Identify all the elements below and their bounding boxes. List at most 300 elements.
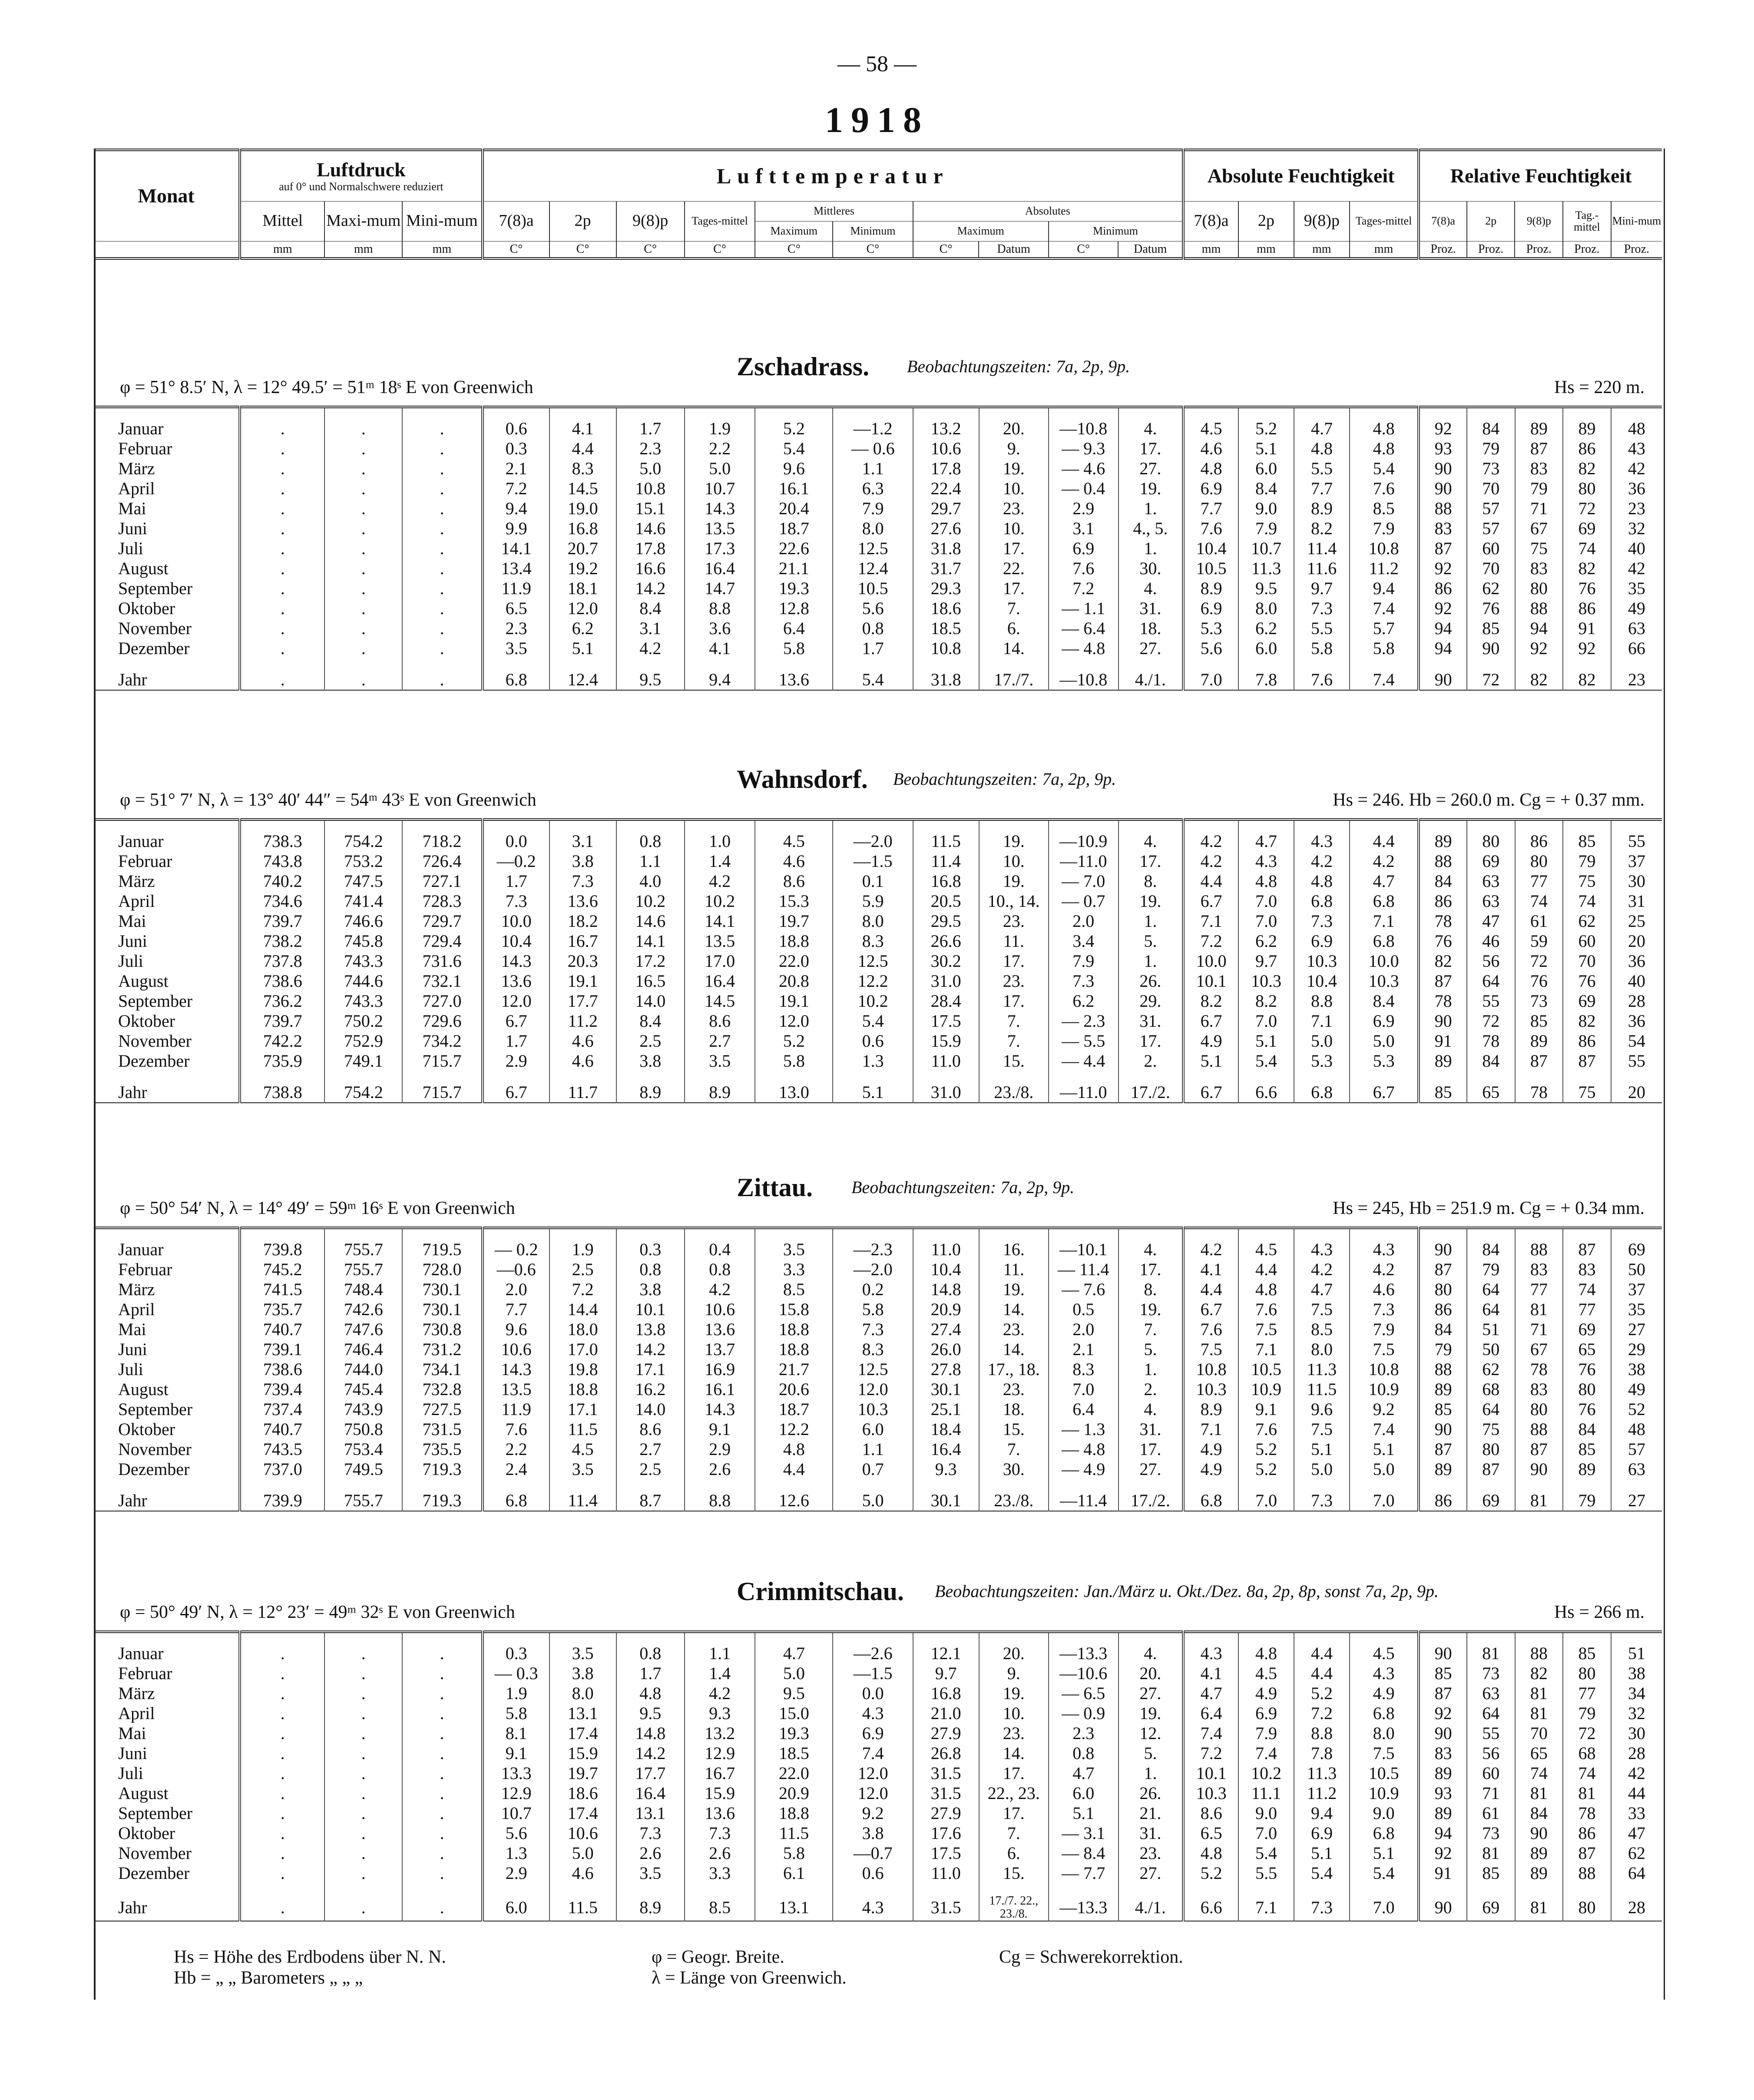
cell-monat: Januar bbox=[118, 1644, 164, 1663]
cell-rel-feucht-7a: 85 bbox=[1419, 1399, 1467, 1419]
cell-rel-feucht-minimum: 31 bbox=[1611, 891, 1662, 911]
cell-abs-feucht-2p: 9.5 bbox=[1238, 579, 1294, 599]
cell-temp-tagesmittel: 3.6 bbox=[685, 618, 755, 638]
cell-temp-mittl-max: 15.3 bbox=[755, 891, 833, 911]
cell-temp-2p: 17.4 bbox=[549, 1723, 616, 1743]
cell-abs-feucht-7a: 6.9 bbox=[1183, 479, 1238, 499]
cell-abs-feucht-tagesmittel: 5.3 bbox=[1350, 1051, 1419, 1071]
cell-rel-feucht-9p: 75 bbox=[1515, 539, 1563, 559]
cell-temp-abs-max-datum: 14. bbox=[979, 1300, 1049, 1320]
cell-rel-feucht-tagmittel: 85 bbox=[1563, 1439, 1611, 1459]
cell-rel-feucht-7a: 89 bbox=[1419, 1051, 1467, 1071]
table-row bbox=[94, 579, 1662, 599]
cell-temp-2p: 16.7 bbox=[549, 931, 616, 951]
cell-temp-abs-min-datum: 4./1. bbox=[1119, 1883, 1184, 1921]
cell-temp-abs-max: 9.3 bbox=[913, 1459, 979, 1479]
cell-temp-mittl-max: 21.1 bbox=[755, 559, 833, 579]
cell-abs-feucht-tagesmittel: 10.9 bbox=[1350, 1379, 1419, 1399]
cell-temp-abs-min-datum: 31. bbox=[1119, 1823, 1184, 1843]
header-tagesmittel: Tages-mittel bbox=[685, 201, 755, 241]
cell-temp-abs-min-datum: 4. bbox=[1119, 820, 1184, 851]
cell-temp-mittl-max: 18.8 bbox=[755, 1803, 833, 1823]
cell-monat: Mai bbox=[118, 1320, 146, 1339]
cell-temp-abs-max: 18.4 bbox=[913, 1419, 979, 1439]
cell-temp-mittl-min: 5.8 bbox=[833, 1300, 913, 1320]
cell-luftdruck-maximum: . bbox=[324, 539, 402, 559]
cell-temp-9p: 13.1 bbox=[616, 1803, 685, 1823]
cell-rel-feucht-tagmittel: 76 bbox=[1563, 971, 1611, 991]
cell-rel-feucht-2p: 73 bbox=[1467, 1823, 1515, 1843]
table-row bbox=[94, 1683, 1662, 1703]
cell-temp-tagesmittel: 16.1 bbox=[685, 1379, 755, 1399]
cell-temp-abs-max: 17.5 bbox=[913, 1843, 979, 1863]
cell-temp-mittl-min: 0.1 bbox=[833, 871, 913, 891]
cell-temp-abs-max-datum: 14. bbox=[979, 638, 1049, 658]
cell-temp-tagesmittel: 14.1 bbox=[685, 911, 755, 931]
cell-luftdruck-minimum: . bbox=[402, 1763, 482, 1783]
cell-temp-7a: 7.2 bbox=[483, 479, 549, 499]
cell-temp-abs-min-datum: 27. bbox=[1119, 1683, 1184, 1703]
table-row bbox=[94, 1803, 1662, 1823]
cell-rel-feucht-tagmittel: 79 bbox=[1563, 1703, 1611, 1723]
cell-luftdruck-maximum: 745.4 bbox=[324, 1379, 402, 1399]
cell-luftdruck-minimum: . bbox=[402, 479, 482, 499]
cell-rel-feucht-9p: 74 bbox=[1515, 1763, 1563, 1783]
cell-rel-feucht-tagmittel: 77 bbox=[1563, 1683, 1611, 1703]
cell-rel-feucht-9p: 71 bbox=[1515, 1320, 1563, 1339]
cell-monat: September bbox=[118, 991, 193, 1011]
cell-temp-abs-min: —10.9 bbox=[1049, 820, 1118, 851]
cell-rel-feucht-9p: 90 bbox=[1515, 1823, 1563, 1843]
cell-temp-7a: 12.9 bbox=[483, 1783, 549, 1803]
cell-temp-abs-min: — 4.8 bbox=[1049, 1439, 1118, 1459]
cell-temp-7a: 14.3 bbox=[483, 1359, 549, 1379]
cell-rel-feucht-7a: 94 bbox=[1419, 618, 1467, 638]
station-coordinates: φ = 51° 8.5′ N, λ = 12° 49.5′ = 51ᵐ 18ˢ E von Greenwich bbox=[120, 377, 533, 397]
cell-temp-abs-max: 17.8 bbox=[913, 459, 979, 479]
cell-temp-abs-max: 16.8 bbox=[913, 871, 979, 891]
cell-temp-2p: 11.5 bbox=[549, 1419, 616, 1439]
cell-abs-feucht-2p: 6.9 bbox=[1238, 1703, 1294, 1723]
cell-rel-feucht-9p: 85 bbox=[1515, 1011, 1563, 1031]
cell-rel-feucht-2p: 73 bbox=[1467, 1663, 1515, 1683]
cell-temp-abs-min-datum: 1. bbox=[1119, 911, 1184, 931]
cell-luftdruck-minimum: . bbox=[402, 1883, 482, 1921]
cell-temp-9p: 14.2 bbox=[616, 1339, 685, 1359]
cell-rel-feucht-2p: 64 bbox=[1467, 1399, 1515, 1419]
cell-temp-abs-max: 31.0 bbox=[913, 1071, 979, 1103]
cell-abs-feucht-tagesmittel: 9.0 bbox=[1350, 1803, 1419, 1823]
cell-abs-feucht-9p: 8.8 bbox=[1294, 991, 1350, 1011]
cell-luftdruck-maximum: . bbox=[324, 559, 402, 579]
cell-rel-feucht-7a: 82 bbox=[1419, 951, 1467, 971]
cell-temp-mittl-min: —0.7 bbox=[833, 1843, 913, 1863]
cell-rel-feucht-9p: 76 bbox=[1515, 971, 1563, 991]
cell-luftdruck-mittel: . bbox=[240, 1863, 324, 1883]
cell-abs-feucht-2p: 10.2 bbox=[1238, 1763, 1294, 1783]
header-rel-7a: 7(8)a bbox=[1419, 201, 1467, 241]
cell-abs-feucht-9p: 5.3 bbox=[1294, 1051, 1350, 1071]
cell-temp-2p: 8.3 bbox=[549, 459, 616, 479]
cell-luftdruck-minimum: 729.7 bbox=[402, 911, 482, 931]
cell-rel-feucht-minimum: 62 bbox=[1611, 1843, 1662, 1863]
table-row bbox=[94, 1379, 1662, 1399]
cell-temp-abs-max: 27.8 bbox=[913, 1359, 979, 1379]
cell-temp-9p: 2.7 bbox=[616, 1439, 685, 1459]
cell-temp-abs-min-datum: 19. bbox=[1119, 479, 1184, 499]
cell-abs-feucht-tagesmittel: 7.9 bbox=[1350, 519, 1419, 539]
header-rel-2p: 2p bbox=[1467, 201, 1515, 241]
cell-temp-7a: 1.3 bbox=[483, 1843, 549, 1863]
cell-luftdruck-mittel: . bbox=[240, 519, 324, 539]
cell-temp-2p: 11.4 bbox=[549, 1479, 616, 1511]
cell-temp-abs-min: 2.1 bbox=[1049, 1339, 1118, 1359]
cell-rel-feucht-tagmittel: 74 bbox=[1563, 891, 1611, 911]
cell-rel-feucht-minimum: 33 bbox=[1611, 1803, 1662, 1823]
cell-luftdruck-maximum: 753.2 bbox=[324, 851, 402, 871]
cell-rel-feucht-tagmittel: 62 bbox=[1563, 911, 1611, 931]
cell-rel-feucht-tagmittel: 72 bbox=[1563, 1723, 1611, 1743]
cell-temp-7a: 0.3 bbox=[483, 1632, 549, 1663]
cell-temp-mittl-max: 3.3 bbox=[755, 1260, 833, 1280]
header-lufttemperatur: Lufttemperatur bbox=[483, 150, 1183, 201]
cell-rel-feucht-7a: 87 bbox=[1419, 539, 1467, 559]
cell-monat: Dezember bbox=[118, 638, 190, 658]
cell-temp-9p: 16.5 bbox=[616, 971, 685, 991]
cell-rel-feucht-minimum: 47 bbox=[1611, 1823, 1662, 1843]
cell-luftdruck-minimum: 727.5 bbox=[402, 1399, 482, 1419]
cell-abs-feucht-2p: 5.2 bbox=[1238, 1459, 1294, 1479]
cell-temp-7a: 6.7 bbox=[483, 1071, 549, 1103]
cell-temp-abs-min-datum: 17. bbox=[1119, 1260, 1184, 1280]
cell-monat: Dezember bbox=[118, 1459, 190, 1479]
station-data-table bbox=[94, 818, 1662, 1103]
cell-abs-feucht-2p: 7.9 bbox=[1238, 1723, 1294, 1743]
cell-temp-abs-max: 31.5 bbox=[913, 1763, 979, 1783]
cell-luftdruck-mittel: 742.2 bbox=[240, 1031, 324, 1051]
cell-luftdruck-minimum: . bbox=[402, 579, 482, 599]
cell-temp-mittl-max: 12.6 bbox=[755, 1479, 833, 1511]
cell-luftdruck-minimum: . bbox=[402, 1843, 482, 1863]
cell-temp-abs-max-datum: 18. bbox=[979, 1399, 1049, 1419]
cell-temp-7a: 14.1 bbox=[483, 539, 549, 559]
cell-temp-abs-min: 6.2 bbox=[1049, 991, 1118, 1011]
cell-rel-feucht-9p: 88 bbox=[1515, 1632, 1563, 1663]
cell-temp-mittl-min: 12.0 bbox=[833, 1379, 913, 1399]
cell-temp-abs-min-datum: 26. bbox=[1119, 971, 1184, 991]
cell-temp-mittl-max: 12.0 bbox=[755, 1011, 833, 1031]
cell-rel-feucht-minimum: 27 bbox=[1611, 1479, 1662, 1511]
cell-monat: März bbox=[118, 459, 155, 478]
unit-proz: Proz. bbox=[1611, 241, 1662, 258]
cell-luftdruck-minimum: 732.1 bbox=[402, 971, 482, 991]
cell-temp-mittl-min: 0.2 bbox=[833, 1280, 913, 1300]
cell-monat: September bbox=[118, 579, 193, 598]
header-absolute-feuchtigkeit: Absolute Feuchtigkeit bbox=[1183, 150, 1419, 201]
cell-abs-feucht-7a: 4.9 bbox=[1183, 1031, 1238, 1051]
station-coordinates: φ = 50° 54′ N, λ = 14° 49′ = 59ᵐ 16ˢ E von Greenwich bbox=[120, 1198, 515, 1218]
header-monat: Monat bbox=[94, 150, 240, 241]
cell-rel-feucht-tagmittel: 89 bbox=[1563, 1459, 1611, 1479]
cell-temp-mittl-min: 7.3 bbox=[833, 1320, 913, 1339]
cell-temp-mittl-max: 12.8 bbox=[755, 599, 833, 618]
cell-rel-feucht-7a: 86 bbox=[1419, 1300, 1467, 1320]
station-data-table bbox=[94, 1630, 1662, 1921]
cell-abs-feucht-9p: 7.3 bbox=[1294, 911, 1350, 931]
cell-temp-abs-min: — 4.9 bbox=[1049, 1459, 1118, 1479]
cell-monat: Februar bbox=[118, 1260, 172, 1279]
cell-temp-abs-max-datum: 17., 18. bbox=[979, 1359, 1049, 1379]
cell-temp-abs-min: 7.0 bbox=[1049, 1379, 1118, 1399]
cell-luftdruck-minimum: . bbox=[402, 407, 482, 439]
cell-rel-feucht-tagmittel: 86 bbox=[1563, 1823, 1611, 1843]
cell-rel-feucht-2p: 57 bbox=[1467, 499, 1515, 519]
station-name: Zittau. bbox=[737, 1173, 813, 1202]
cell-temp-2p: 2.5 bbox=[549, 1260, 616, 1280]
cell-temp-abs-min-datum: 26. bbox=[1119, 1783, 1184, 1803]
cell-temp-tagesmittel: 1.0 bbox=[685, 820, 755, 851]
cell-temp-abs-max-datum: 6. bbox=[979, 1843, 1049, 1863]
cell-luftdruck-minimum: . bbox=[402, 1803, 482, 1823]
cell-temp-abs-min-datum: 19. bbox=[1119, 1300, 1184, 1320]
cell-abs-feucht-7a: 6.7 bbox=[1183, 1011, 1238, 1031]
cell-temp-abs-min-datum: 19. bbox=[1119, 1703, 1184, 1723]
cell-temp-9p: 1.7 bbox=[616, 407, 685, 439]
cell-temp-9p: 14.6 bbox=[616, 519, 685, 539]
unit-c: C° bbox=[549, 241, 616, 258]
cell-temp-tagesmittel: 2.6 bbox=[685, 1459, 755, 1479]
cell-temp-tagesmittel: 7.3 bbox=[685, 1823, 755, 1843]
cell-temp-abs-max-datum: 10. bbox=[979, 479, 1049, 499]
cell-temp-abs-max-datum: 14. bbox=[979, 1339, 1049, 1359]
cell-luftdruck-mittel: 740.2 bbox=[240, 871, 324, 891]
cell-rel-feucht-9p: 86 bbox=[1515, 820, 1563, 851]
cell-luftdruck-maximum: 754.2 bbox=[324, 820, 402, 851]
header-absolutes: Absolutes bbox=[913, 201, 1183, 221]
cell-abs-feucht-2p: 4.3 bbox=[1238, 851, 1294, 871]
station-section bbox=[94, 764, 1662, 1103]
cell-rel-feucht-7a: 90 bbox=[1419, 1883, 1467, 1921]
cell-temp-tagesmittel: 12.9 bbox=[685, 1743, 755, 1763]
cell-rel-feucht-minimum: 63 bbox=[1611, 1459, 1662, 1479]
cell-abs-feucht-9p: 11.5 bbox=[1294, 1379, 1350, 1399]
cell-temp-abs-max-datum: 7. bbox=[979, 1439, 1049, 1459]
cell-abs-feucht-9p: 9.7 bbox=[1294, 579, 1350, 599]
cell-rel-feucht-7a: 87 bbox=[1419, 1439, 1467, 1459]
table-row bbox=[94, 1763, 1662, 1783]
cell-temp-abs-min: — 0.4 bbox=[1049, 479, 1118, 499]
cell-rel-feucht-7a: 85 bbox=[1419, 1663, 1467, 1683]
cell-rel-feucht-tagmittel: 82 bbox=[1563, 459, 1611, 479]
header-abs-tagesmittel: Tages-mittel bbox=[1350, 201, 1419, 241]
cell-abs-feucht-2p: 7.9 bbox=[1238, 519, 1294, 539]
cell-rel-feucht-minimum: 35 bbox=[1611, 579, 1662, 599]
cell-temp-abs-max-datum: 10., 14. bbox=[979, 891, 1049, 911]
cell-temp-2p: 15.9 bbox=[549, 1743, 616, 1763]
cell-temp-mittl-max: 15.8 bbox=[755, 1300, 833, 1320]
cell-abs-feucht-tagesmittel: 7.0 bbox=[1350, 1883, 1419, 1921]
cell-temp-9p: 16.2 bbox=[616, 1379, 685, 1399]
table-row bbox=[94, 871, 1662, 891]
cell-abs-feucht-tagesmittel: 11.2 bbox=[1350, 559, 1419, 579]
cell-luftdruck-maximum: 749.1 bbox=[324, 1051, 402, 1071]
cell-rel-feucht-tagmittel: 86 bbox=[1563, 439, 1611, 459]
table-row bbox=[94, 638, 1662, 658]
cell-rel-feucht-minimum: 20 bbox=[1611, 1071, 1662, 1103]
cell-rel-feucht-minimum: 69 bbox=[1611, 1228, 1662, 1260]
cell-rel-feucht-9p: 67 bbox=[1515, 1339, 1563, 1359]
cell-abs-feucht-9p: 11.4 bbox=[1294, 539, 1350, 559]
cell-abs-feucht-9p: 7.1 bbox=[1294, 1011, 1350, 1031]
cell-temp-abs-max: 10.4 bbox=[913, 1260, 979, 1280]
cell-abs-feucht-tagesmittel: 6.8 bbox=[1350, 1823, 1419, 1843]
cell-temp-tagesmittel: 13.5 bbox=[685, 519, 755, 539]
station-section bbox=[94, 1173, 1662, 1511]
cell-abs-feucht-2p: 4.8 bbox=[1238, 1632, 1294, 1663]
cell-monat: November bbox=[118, 618, 192, 638]
station-data-table bbox=[94, 406, 1662, 691]
cell-abs-feucht-tagesmittel: 7.1 bbox=[1350, 911, 1419, 931]
cell-luftdruck-minimum: . bbox=[402, 618, 482, 638]
cell-rel-feucht-9p: 59 bbox=[1515, 931, 1563, 951]
cell-luftdruck-maximum: . bbox=[324, 1763, 402, 1783]
cell-temp-abs-max: 30.1 bbox=[913, 1479, 979, 1511]
cell-temp-abs-max-datum: 7. bbox=[979, 1823, 1049, 1843]
cell-luftdruck-minimum: 719.5 bbox=[402, 1228, 482, 1260]
cell-temp-9p: 3.8 bbox=[616, 1280, 685, 1300]
cell-temp-mittl-max: 4.7 bbox=[755, 1632, 833, 1663]
cell-abs-feucht-tagesmittel: 7.5 bbox=[1350, 1743, 1419, 1763]
cell-temp-tagesmittel: 3.5 bbox=[685, 1051, 755, 1071]
cell-rel-feucht-9p: 88 bbox=[1515, 1228, 1563, 1260]
cell-rel-feucht-tagmittel: 87 bbox=[1563, 1843, 1611, 1863]
cell-temp-abs-min-datum: 4. bbox=[1119, 1632, 1184, 1663]
cell-rel-feucht-7a: 90 bbox=[1419, 1632, 1467, 1663]
cell-temp-abs-max: 11.5 bbox=[913, 820, 979, 851]
cell-temp-mittl-min: 7.4 bbox=[833, 1743, 913, 1763]
cell-abs-feucht-9p: 4.4 bbox=[1294, 1632, 1350, 1663]
cell-rel-feucht-minimum: 23 bbox=[1611, 658, 1662, 690]
cell-temp-abs-max-datum: 23. bbox=[979, 1723, 1049, 1743]
cell-temp-2p: 10.6 bbox=[549, 1823, 616, 1843]
cell-temp-abs-min: 6.9 bbox=[1049, 539, 1118, 559]
cell-rel-feucht-7a: 93 bbox=[1419, 1783, 1467, 1803]
observation-times: Beobachtungszeiten: Jan./März u. Okt./Dez. 8a, 2p, 8p, sonst 7a, 2p, 9p. bbox=[935, 1581, 1439, 1601]
cell-temp-mittl-min: — 0.6 bbox=[833, 439, 913, 459]
cell-abs-feucht-2p: 6.0 bbox=[1238, 638, 1294, 658]
table-row bbox=[94, 1260, 1662, 1280]
cell-temp-mittl-min: 8.0 bbox=[833, 519, 913, 539]
cell-rel-feucht-2p: 90 bbox=[1467, 638, 1515, 658]
cell-temp-abs-max-datum: 9. bbox=[979, 1663, 1049, 1683]
cell-temp-mittl-max: 18.5 bbox=[755, 1743, 833, 1763]
header-temp-2p: 2p bbox=[549, 201, 616, 241]
cell-rel-feucht-2p: 62 bbox=[1467, 1359, 1515, 1379]
cell-rel-feucht-2p: 64 bbox=[1467, 1300, 1515, 1320]
year-heading: 1918 bbox=[825, 100, 929, 140]
cell-rel-feucht-tagmittel: 60 bbox=[1563, 931, 1611, 951]
cell-luftdruck-mittel: 739.8 bbox=[240, 1228, 324, 1260]
cell-temp-abs-min-datum: 1. bbox=[1119, 951, 1184, 971]
table-row bbox=[94, 559, 1662, 579]
cell-temp-2p: 17.4 bbox=[549, 1803, 616, 1823]
cell-temp-tagesmittel: 2.7 bbox=[685, 1031, 755, 1051]
cell-rel-feucht-7a: 83 bbox=[1419, 1743, 1467, 1763]
cell-temp-abs-max-datum: 19. bbox=[979, 459, 1049, 479]
cell-rel-feucht-tagmittel: 82 bbox=[1563, 658, 1611, 690]
cell-abs-feucht-7a: 4.6 bbox=[1183, 439, 1238, 459]
cell-rel-feucht-minimum: 55 bbox=[1611, 1051, 1662, 1071]
cell-luftdruck-minimum: . bbox=[402, 1783, 482, 1803]
cell-temp-tagesmittel: 13.6 bbox=[685, 1803, 755, 1823]
cell-monat: Januar bbox=[118, 419, 164, 438]
table-row bbox=[94, 1783, 1662, 1803]
cell-temp-9p: 10.1 bbox=[616, 1300, 685, 1320]
cell-temp-abs-min-datum: 18. bbox=[1119, 618, 1184, 638]
header-rel-minimum: Mini-mum bbox=[1611, 201, 1662, 241]
cell-luftdruck-maximum: 747.6 bbox=[324, 1320, 402, 1339]
table-row bbox=[94, 931, 1662, 951]
cell-temp-tagesmittel: 10.2 bbox=[685, 891, 755, 911]
header-temp-7a: 7(8)a bbox=[483, 201, 549, 241]
cell-rel-feucht-minimum: 34 bbox=[1611, 1683, 1662, 1703]
cell-abs-feucht-2p: 7.8 bbox=[1238, 658, 1294, 690]
cell-abs-feucht-9p: 7.5 bbox=[1294, 1300, 1350, 1320]
cell-temp-9p: 2.6 bbox=[616, 1843, 685, 1863]
cell-luftdruck-mittel: 736.2 bbox=[240, 991, 324, 1011]
legend-phi: φ = Geogr. Breite. bbox=[652, 1947, 784, 1967]
station-title-block bbox=[94, 764, 1662, 818]
cell-luftdruck-minimum: 719.3 bbox=[402, 1479, 482, 1511]
cell-temp-2p: 8.0 bbox=[549, 1683, 616, 1703]
cell-luftdruck-minimum: 715.7 bbox=[402, 1071, 482, 1103]
cell-luftdruck-mittel: . bbox=[240, 479, 324, 499]
cell-temp-mittl-min: 1.3 bbox=[833, 1051, 913, 1071]
cell-temp-abs-max: 27.9 bbox=[913, 1803, 979, 1823]
cell-temp-abs-max-datum: 17. bbox=[979, 991, 1049, 1011]
cell-luftdruck-minimum: 734.1 bbox=[402, 1359, 482, 1379]
cell-luftdruck-minimum: 731.5 bbox=[402, 1419, 482, 1439]
cell-luftdruck-mittel: . bbox=[240, 539, 324, 559]
cell-abs-feucht-tagesmittel: 4.3 bbox=[1350, 1228, 1419, 1260]
cell-temp-abs-max-datum: 17. bbox=[979, 539, 1049, 559]
cell-abs-feucht-2p: 5.5 bbox=[1238, 1863, 1294, 1883]
cell-monat: August bbox=[118, 971, 169, 991]
cell-temp-9p: 0.8 bbox=[616, 820, 685, 851]
cell-rel-feucht-minimum: 28 bbox=[1611, 1743, 1662, 1763]
cell-rel-feucht-tagmittel: 84 bbox=[1563, 1419, 1611, 1439]
cell-abs-feucht-7a: 6.9 bbox=[1183, 599, 1238, 618]
cell-rel-feucht-tagmittel: 72 bbox=[1563, 499, 1611, 519]
cell-rel-feucht-7a: 90 bbox=[1419, 459, 1467, 479]
cell-temp-tagesmittel: 9.3 bbox=[685, 1703, 755, 1723]
cell-temp-abs-max-datum: 23. bbox=[979, 1379, 1049, 1399]
unit-proz: Proz. bbox=[1515, 241, 1563, 258]
cell-temp-abs-max-datum: 7. bbox=[979, 1011, 1049, 1031]
cell-monat: Dezember bbox=[118, 1863, 190, 1883]
cell-rel-feucht-minimum: 40 bbox=[1611, 971, 1662, 991]
cell-rel-feucht-2p: 85 bbox=[1467, 1863, 1515, 1883]
cell-temp-9p: 8.4 bbox=[616, 1011, 685, 1031]
cell-abs-feucht-tagesmittel: 10.9 bbox=[1350, 1783, 1419, 1803]
cell-luftdruck-minimum: . bbox=[402, 599, 482, 618]
cell-abs-feucht-9p: 4.3 bbox=[1294, 820, 1350, 851]
cell-rel-feucht-7a: 90 bbox=[1419, 1419, 1467, 1439]
header-mittleres: Mittleres bbox=[755, 201, 913, 221]
cell-rel-feucht-7a: 86 bbox=[1419, 579, 1467, 599]
cell-temp-mittl-min: —2.0 bbox=[833, 820, 913, 851]
cell-luftdruck-minimum: . bbox=[402, 539, 482, 559]
